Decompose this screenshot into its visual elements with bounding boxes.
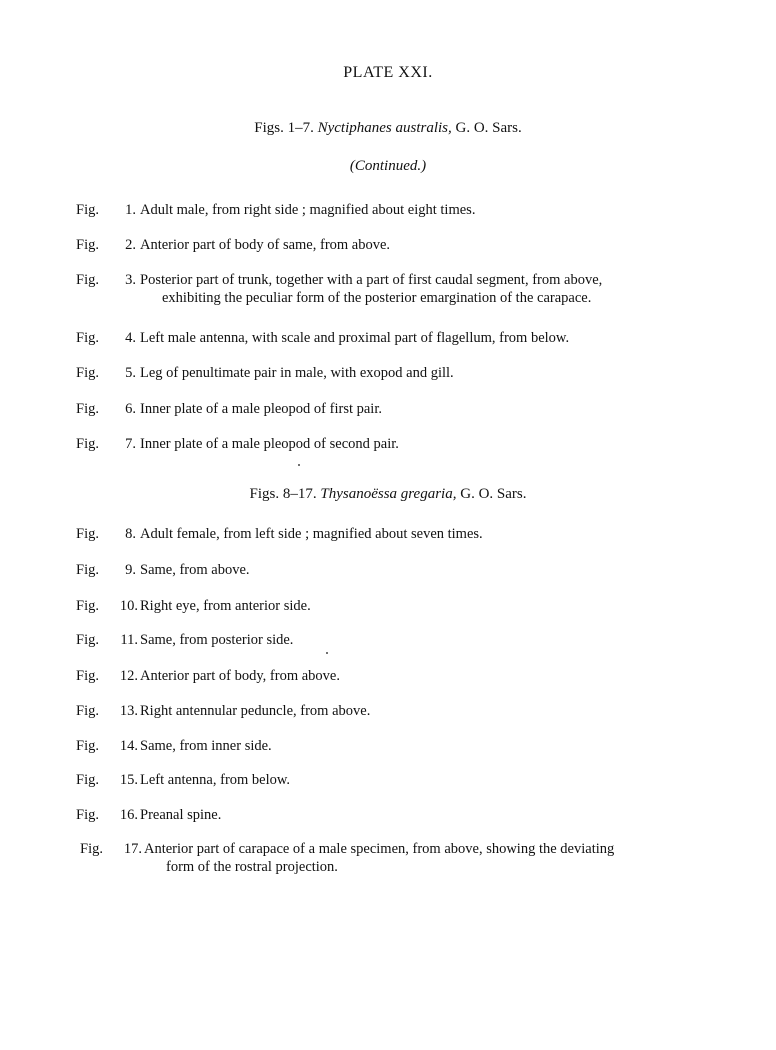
fig-label: Fig. <box>76 632 99 648</box>
fig-caption: Anterior part of body, from above. <box>140 668 340 684</box>
fig-caption: Inner plate of a male pleopod of first pair. <box>140 401 382 417</box>
fig-label: Fig. <box>76 401 99 417</box>
fig-caption: Inner plate of a male pleopod of second pair. <box>140 436 399 452</box>
fig-number: 4. <box>125 330 136 346</box>
fig-number: 3. <box>125 272 136 288</box>
fig-caption: Same, from posterior side. <box>140 632 294 648</box>
fig-number: 5. <box>125 365 136 381</box>
fig-caption <box>144 840 744 876</box>
fig-label: Fig. <box>76 807 99 823</box>
fig-caption-continuation: form of the rostral projection. <box>166 859 338 875</box>
fig-caption-line: Anterior part of carapace of a male specimen, from above, showing the deviating <box>144 841 615 857</box>
fig-number: 6. <box>125 401 136 417</box>
fig-caption: Preanal spine. <box>140 807 222 823</box>
fig-label: Fig. <box>76 738 99 754</box>
fig-label: Fig. <box>76 202 99 218</box>
fig-label: Fig. <box>76 562 99 578</box>
species-name: Thysanoëssa gregaria, <box>320 486 457 502</box>
fig-caption: Left antenna, from below. <box>140 772 291 788</box>
fig-number: 9. <box>125 562 136 578</box>
fig-caption: Anterior part of body of same, from above. <box>140 237 391 253</box>
print-speck <box>298 464 300 466</box>
fig-number: 15. <box>119 772 138 788</box>
fig-label: Fig. <box>80 841 103 857</box>
fig-label: Fig. <box>76 772 99 788</box>
species-name: Nyctiphanes australis, <box>317 120 452 136</box>
plate-title: PLATE XXI. <box>343 64 433 81</box>
print-speck <box>326 652 328 654</box>
species-author: G. O. Sars. <box>455 120 522 136</box>
fig-caption: Right eye, from anterior side. <box>140 598 311 614</box>
fig-number: 8. <box>125 526 136 542</box>
fig-number: 11. <box>120 632 138 648</box>
fig-label: Fig. <box>76 668 99 684</box>
fig-number: 2. <box>125 237 136 253</box>
fig-number: 7. <box>125 436 136 452</box>
fig-caption-continuation: exhibiting the peculiar form of the posterior emargination of the carapace. <box>162 290 592 306</box>
fig-number: 14. <box>119 738 138 754</box>
fig-label: Fig. <box>76 598 99 614</box>
fig-caption-line: Posterior part of trunk, together with a part of first caudal segment, from above, <box>140 272 603 288</box>
fig-number: 10. <box>119 598 138 614</box>
fig-caption: Right antennular peduncle, from above. <box>140 703 371 719</box>
section-heading-thysanoessa <box>0 486 776 503</box>
fig-caption <box>140 271 740 307</box>
fig-label: Fig. <box>76 237 99 253</box>
section-figs-range: Figs. 8–17. <box>249 486 317 502</box>
fig-caption: Adult female, from left side ; magnified about seven times. <box>140 526 483 542</box>
continued-note: (Continued.) <box>349 158 427 174</box>
fig-label: Fig. <box>76 330 99 346</box>
fig-number: 12. <box>119 668 138 684</box>
fig-caption: Same, from inner side. <box>140 738 272 754</box>
fig-number: 16. <box>119 807 138 823</box>
fig-label: Fig. <box>76 365 99 381</box>
fig-caption: Adult male, from right side ; magnified about eight times. <box>140 202 476 218</box>
fig-label: Fig. <box>76 703 99 719</box>
fig-caption: Leg of penultimate pair in male, with exopod and gill. <box>140 365 454 381</box>
fig-number: 13. <box>119 703 138 719</box>
fig-caption: Left male antenna, with scale and proximal part of flagellum, from below. <box>140 330 570 346</box>
fig-label: Fig. <box>76 526 99 542</box>
section-figs-range: Figs. 1–7. <box>254 120 314 136</box>
fig-number: 1. <box>125 202 136 218</box>
species-author: G. O. Sars. <box>460 486 527 502</box>
fig-label: Fig. <box>76 436 99 452</box>
fig-caption: Same, from above. <box>140 562 250 578</box>
fig-number: 17. <box>123 841 142 857</box>
section-heading-nyctiphanes <box>0 120 776 137</box>
fig-label: Fig. <box>76 272 99 288</box>
